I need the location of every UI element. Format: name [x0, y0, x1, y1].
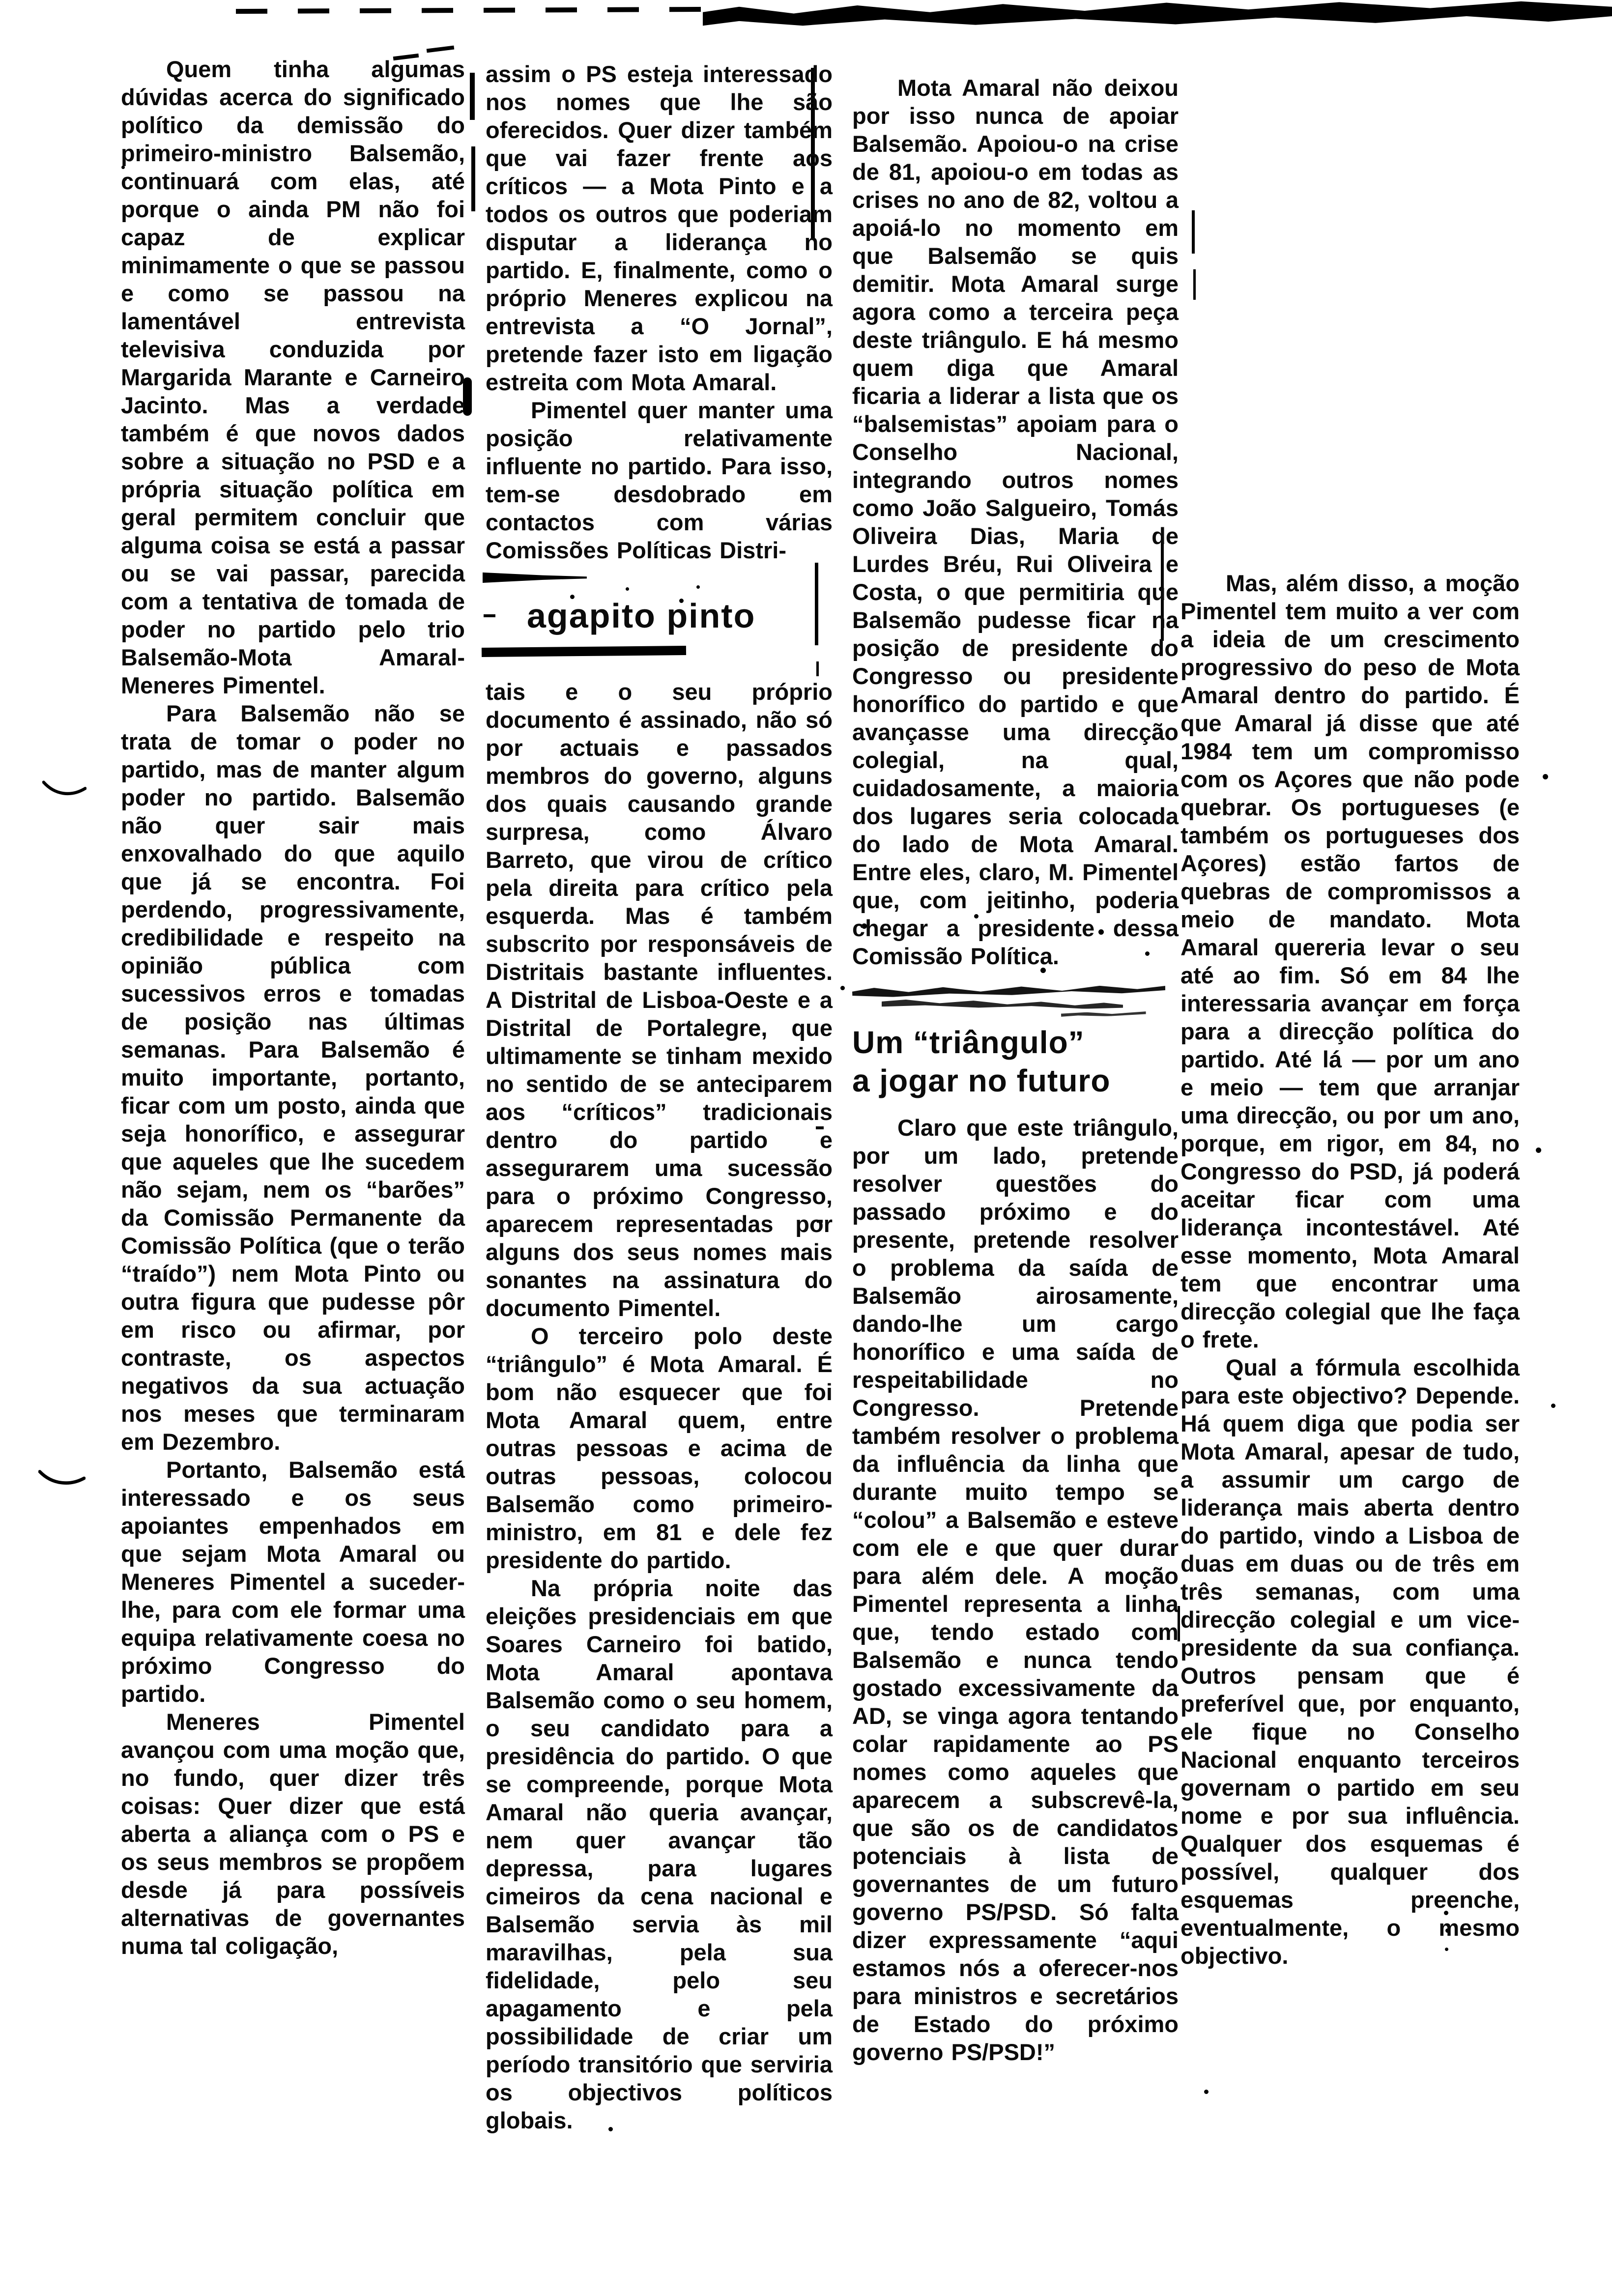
section-header-line2: a jogar no futuro	[852, 1063, 1111, 1098]
section-header-line1: Um “triângulo”	[852, 1025, 1085, 1060]
paragraph: tais e o seu próprio documento é assinado, não só por actuais e passados membros do governo, alguns dos quais causando grande surpresa, como Álvaro Barreto, que virou de crítico pela direita para crítico pela esquerda. Mas é também subscrito por responsáveis de Distritais bastante influentes. A Distrital de Lisboa-Oeste e a Distrital de Portalegre, que ultimamente se tinham mexido no sentido de se anteciparem aos “críticos” tradicionais dentro do partido e assegurarem uma sucessão para o próximo Congresso, aparecem representadas por alguns dos seus nomes mais sonantes na assinatura do documento Pimentel.	[486, 679, 833, 1321]
column-rule-mark	[1193, 269, 1196, 300]
paragraph: Claro que este triângulo, por um lado, pretende resolver questões do passado próximo e do presente, pretende resolver o problema da saída de Balsemão airosamente, dando-lhe um cargo honorífico e uma saída de respeitabilidade no Congresso. Pretende também resolver o problema da influência da linha que durante muito tempo se “colou” a Balsemão e esteve com ele e que quer durar para além dele. A moção Pimentel representa a linha que, tendo estado com Balsemão e nunca tendo gostado excessivamente da AD, se vinga agora tentando colar rapidamente ao PS nomes como aqueles que aparecem a subscrevê-la, que são os de candidatos potenciais à lista de governantes de um futuro governo PS/PSD. Só falta dizer expressamente “aqui estamos nós a oferecer-nos para ministros e secretários de Estado do próximo governo PS/PSD!”	[852, 1115, 1179, 2065]
paragraph: O terceiro polo deste “triângulo” é Mota Amaral. É bom não esquecer que foi Mota Amaral quem, entre outras pessoas e acima de outras pessoas, colocou Balsemão como primeiro-ministro, em 81 e dele fez presidente do partido.	[486, 1323, 833, 1573]
paragraph: Quem tinha algumas dúvidas acerca do significado político da demissão do primeiro-ministro Balsemão, continuará com elas, até porque o ainda PM não foi capaz de explicar minimamente o que se passou e como se passou na lamentável entrevista televisiva conduzida por Margarida Marante e Carneiro Jacinto. Mas a verdade também é que novos dados sobre a situação no PSD e a própria situação política em geral permitem concluir que alguma coisa se está a passar ou se vai passar, parecida com a tentativa de tomada de poder no partido pelo trio Balsemão-Mota Amaral-Meneres Pimentel.	[121, 56, 465, 698]
paragraph: Mota Amaral não deixou por isso nunca de apoiar Balsemão. Apoiou-o na crise de 81, apoiou-o em todas as crises no ano de 82, voltou a apoiá-lo no momento em que Balsemão se quis demitir. Mota Amaral surge agora como a terceira peça deste triângulo. E há mesmo quem diga que Amaral ficaria a liderar a lista que os “balsemistas” apoiam para o Conselho Nacional, integrando outros nomes como João Salgueiro, Tomás Oliveira Dias, Maria de Lurdes Bréu, Rui Oliveira e Costa, o que permitiria que Balsemão pudesse ficar na posição de presidente do Congresso ou presidente honorífico do partido e que avançasse uma direcção colegial, na qual, cuidadosamente, a maioria dos lugares seria colocada do lado de Mota Amaral. Entre eles, claro, M. Pimentel que, com jeitinho, poderia chegar a presidente dessa Comissão Política.	[852, 75, 1179, 969]
column-1	[121, 55, 465, 1960]
column-4	[1180, 569, 1520, 1970]
paragraph: assim o PS esteja interessado nos nomes que lhe são oferecidos. Quer dizer também que vai fazer frente aos críticos — a Mota Pinto e a todos os outros que poderiam disputar a liderança no partido. E, finalmente, como o próprio Meneres explicou na entrevista a “O Jornal”, pretende fazer isto em ligação estreita com Mota Amaral.	[486, 61, 833, 395]
scan-specks	[0, 0, 2, 2]
section-header	[852, 1023, 1179, 1100]
byline-rule-bottom	[482, 646, 686, 657]
paragraph: Pimentel quer manter uma posição relativamente influente no partido. Para isso, tem-se desdobrado em contactos com várias Comissões Políticas Distri-	[486, 397, 833, 563]
column-2	[486, 60, 833, 2134]
scan-edge-dashes	[236, 7, 708, 14]
byline-agapito-pinto: agapito pinto	[527, 597, 756, 635]
column-rule-mark	[1192, 210, 1195, 254]
column-3	[852, 74, 1179, 2066]
paragraph: Mas, além disso, a moção Pimentel tem muito a ver com a ideia de um crescimento progressivo do peso de Mota Amaral dentro do partido. É que Amaral já disse que até 1984 tem um compromisso com os Açores que não pode quebrar. Os portugueses (e também os portugueses dos Açores) estão fartos de quebras de compromissos a meio de mandato. Mota Amaral quereria levar o seu até ao fim. Só em 84 lhe interessaria avançar em força para a direcção política do partido. Até lá — por um ano e meio — tem que arranjar uma direcção, ou por um ano, porque, em rigor, em 84, no Congresso do PSD, já poderá aceitar ficar com uma liderança incontestável. Até esse momento, Mota Amaral tem que encontrar uma direcção colegial que lhe faça o frete.	[1180, 570, 1520, 1352]
handwritten-margin-mark	[38, 1463, 86, 1493]
scan-noise-streak	[852, 982, 1166, 998]
column-rule-mark	[471, 146, 475, 211]
paragraph: Qual a fórmula escolhida para este objectivo? Depende. Há quem diga que podia ser Mota Amaral, apesar de tudo, a assumir um cargo de liderança mais aberta dentro do partido, vindo a Lisboa de duas em duas ou de três em três semanas, com uma direcção colegial e um vice-presidente da sua confiança. Outros pensam que é preferível que, por enquanto, ele fique no Conselho Nacional enquanto terceiros governam o partido em seu nome e por sua influência. Qualquer dos esquemas é possível, qualquer dos esquemas preenche, eventualmente, o mesmo objectivo.	[1180, 1354, 1520, 1969]
scan-noise-streak	[1061, 1011, 1146, 1017]
paragraph: Na própria noite das eleições presidenciais em que Soares Carneiro foi batido, Mota Amaral apontava Balsemão como o seu homem, o seu candidato para a presidência do partido. O que se compreende, porque Mota Amaral não queria avançar, nem quer avançar tão depressa, para lugares cimeiros da cena nacional e Balsemão servia às mil maravilhas, pela sua fidelidade, pelo seu apagamento e pela possibilidade de criar um período transitório que serviria os objectivos políticos globais.	[486, 1575, 833, 2133]
column-rule-mark	[470, 73, 475, 120]
scan-edge-bar	[703, 0, 1612, 27]
handwritten-margin-mark	[42, 776, 86, 803]
byline-box	[486, 572, 833, 656]
paragraph: Meneres Pimentel avançou com uma moção que, no fundo, quer dizer três coisas: Quer dizer que está aberta a aliança com o PS e os seus membros se propõem desde já para possíveis alternativas de governantes numa tal coligação,	[121, 1709, 465, 1959]
scan-dash	[427, 46, 455, 53]
paragraph: Portanto, Balsemão está interessado e os seus apoiantes empenhados em que sejam Mota Amaral ou Meneres Pimentel a suceder-lhe, para com ele formar uma equipa relativamente coesa no próximo Congresso do partido.	[121, 1457, 465, 1707]
byline-rule-top	[483, 572, 587, 583]
paragraph: Para Balsemão não se trata de tomar o poder no partido, mas de manter algum poder no partido. Balsemão não quer sair mais enxovalhado do que aquilo que já se encontra. Foi perdendo, progressivamente, credibilidade e respeito na opinião pública com sucessivos erros e tomadas de posição nas últimas semanas. Para Balsemão é muito importante, portanto, ficar com um posto, ainda que seja honorífico, e assegurar que aqueles que lhe sucedem não sejam, nem os “barões” da Comissão Permanente da Comissão Política (que o terão “traído”) nem Mota Pinto ou outra figura que pudesse pôr em risco ou afirmar, por contraste, os aspectos negativos da sua actuação nos meses que terminaram em Dezembro.	[121, 700, 465, 1455]
scan-noise-streak	[882, 999, 1123, 1009]
